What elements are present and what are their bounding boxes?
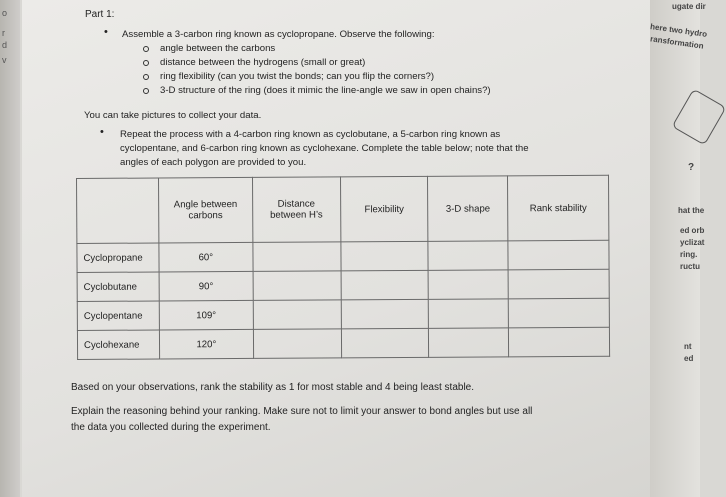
- table-row: [77, 240, 609, 272]
- distance-cell[interactable]: [253, 329, 341, 359]
- right-fragment: ugate dir: [672, 2, 706, 11]
- right-fragment: yclizat: [680, 238, 705, 247]
- right-fragment: ed orb: [680, 226, 705, 235]
- instruction-cyclopropane: Assemble a 3-carbon ring known as cyclopropane. Observe the following:: [122, 29, 435, 40]
- row-name: Cyclopropane: [77, 243, 159, 273]
- instruction-repeat-line: Repeat the process with a 4-carbon ring known as cyclobutane, a 5-carbon ring known as: [120, 129, 501, 140]
- observe-item: ring flexibility (can you twist the bonds; can you flip the corners?): [160, 71, 435, 82]
- shape-cell[interactable]: [429, 299, 509, 328]
- table-row: [77, 298, 609, 330]
- right-fragment: here two hydro: [649, 22, 708, 39]
- flexibility-cell[interactable]: [341, 270, 429, 300]
- right-fragment: nt: [684, 342, 692, 351]
- flexibility-cell[interactable]: [341, 328, 429, 358]
- header-angle: Angle between carbons: [158, 177, 252, 243]
- row-name: Cyclobutane: [77, 272, 159, 302]
- table-header-blank: [77, 178, 159, 243]
- distance-cell[interactable]: [253, 242, 341, 272]
- left-page-edge: [0, 0, 20, 497]
- left-fragment: d: [2, 40, 8, 50]
- rank-cell[interactable]: [508, 240, 609, 270]
- table-row: [77, 327, 609, 359]
- distance-cell[interactable]: [253, 300, 341, 330]
- header-distance: Distance between H’s: [252, 177, 340, 243]
- distance-cell[interactable]: [253, 271, 341, 301]
- row-name: Cyclopentane: [77, 301, 159, 331]
- right-fragment: ring.: [680, 250, 698, 259]
- sub-bullet-circle: [143, 46, 149, 52]
- table-row: [77, 269, 609, 301]
- pictures-note: You can take pictures to collect your data.: [84, 110, 262, 121]
- sub-bullet-circle: [143, 88, 149, 94]
- right-fragment: hat the: [678, 206, 705, 215]
- left-fragment: o: [2, 8, 8, 18]
- shape-cell[interactable]: [428, 270, 508, 299]
- rank-instruction: Based on your observations, rank the stability as 1 for most stable and 4 being least stable.: [71, 382, 475, 393]
- angle-value: 120°: [159, 329, 253, 359]
- observe-item: angle between the carbons: [160, 43, 276, 54]
- bullet-dot: •: [100, 126, 104, 138]
- rank-cell[interactable]: [508, 269, 609, 299]
- table-header-row: [77, 175, 609, 243]
- rank-cell[interactable]: [509, 327, 610, 357]
- right-fragment: ?: [688, 162, 695, 173]
- flexibility-cell[interactable]: [341, 299, 429, 329]
- sub-bullet-circle: [143, 74, 149, 80]
- angle-value: 109°: [159, 300, 253, 330]
- header-3d-shape: 3-D shape: [428, 176, 508, 241]
- observe-item: 3-D structure of the ring (does it mimic the line-angle we saw in open chains?): [160, 85, 491, 96]
- header-flexibility: Flexibility: [340, 176, 428, 242]
- right-fragment: ed: [684, 354, 694, 363]
- part-heading: Part 1:: [85, 9, 115, 20]
- header-rank-stability: Rank stability: [508, 175, 609, 241]
- ring-data-table: [76, 175, 610, 360]
- sub-bullet-circle: [143, 60, 149, 66]
- row-name: Cyclohexane: [77, 330, 159, 360]
- flexibility-cell[interactable]: [340, 241, 428, 271]
- explain-instruction-line: the data you collected during the experiment.: [71, 422, 271, 433]
- instruction-repeat-line: angles of each polygon are provided to you.: [120, 157, 307, 168]
- rank-cell[interactable]: [508, 298, 609, 328]
- left-fragment: v: [2, 55, 7, 65]
- angle-value: 90°: [159, 271, 253, 301]
- right-page-edge: [649, 0, 708, 497]
- left-fragment: r: [2, 28, 5, 38]
- bullet-dot: •: [104, 26, 108, 38]
- shape-cell[interactable]: [428, 241, 508, 270]
- right-fragment: ransformation: [649, 34, 705, 51]
- right-fragment: ructu: [680, 262, 700, 271]
- angle-value: 60°: [159, 242, 253, 272]
- shape-cell[interactable]: [429, 328, 509, 357]
- explain-instruction-line: Explain the reasoning behind your ranking. Make sure not to limit your answer to bond angles but use all: [71, 406, 533, 417]
- instruction-repeat-line: cyclopentane, and 6-carbon ring known as cyclohexane. Complete the table below; note that the: [120, 143, 529, 154]
- observe-item: distance between the hydrogens (small or great): [160, 57, 366, 68]
